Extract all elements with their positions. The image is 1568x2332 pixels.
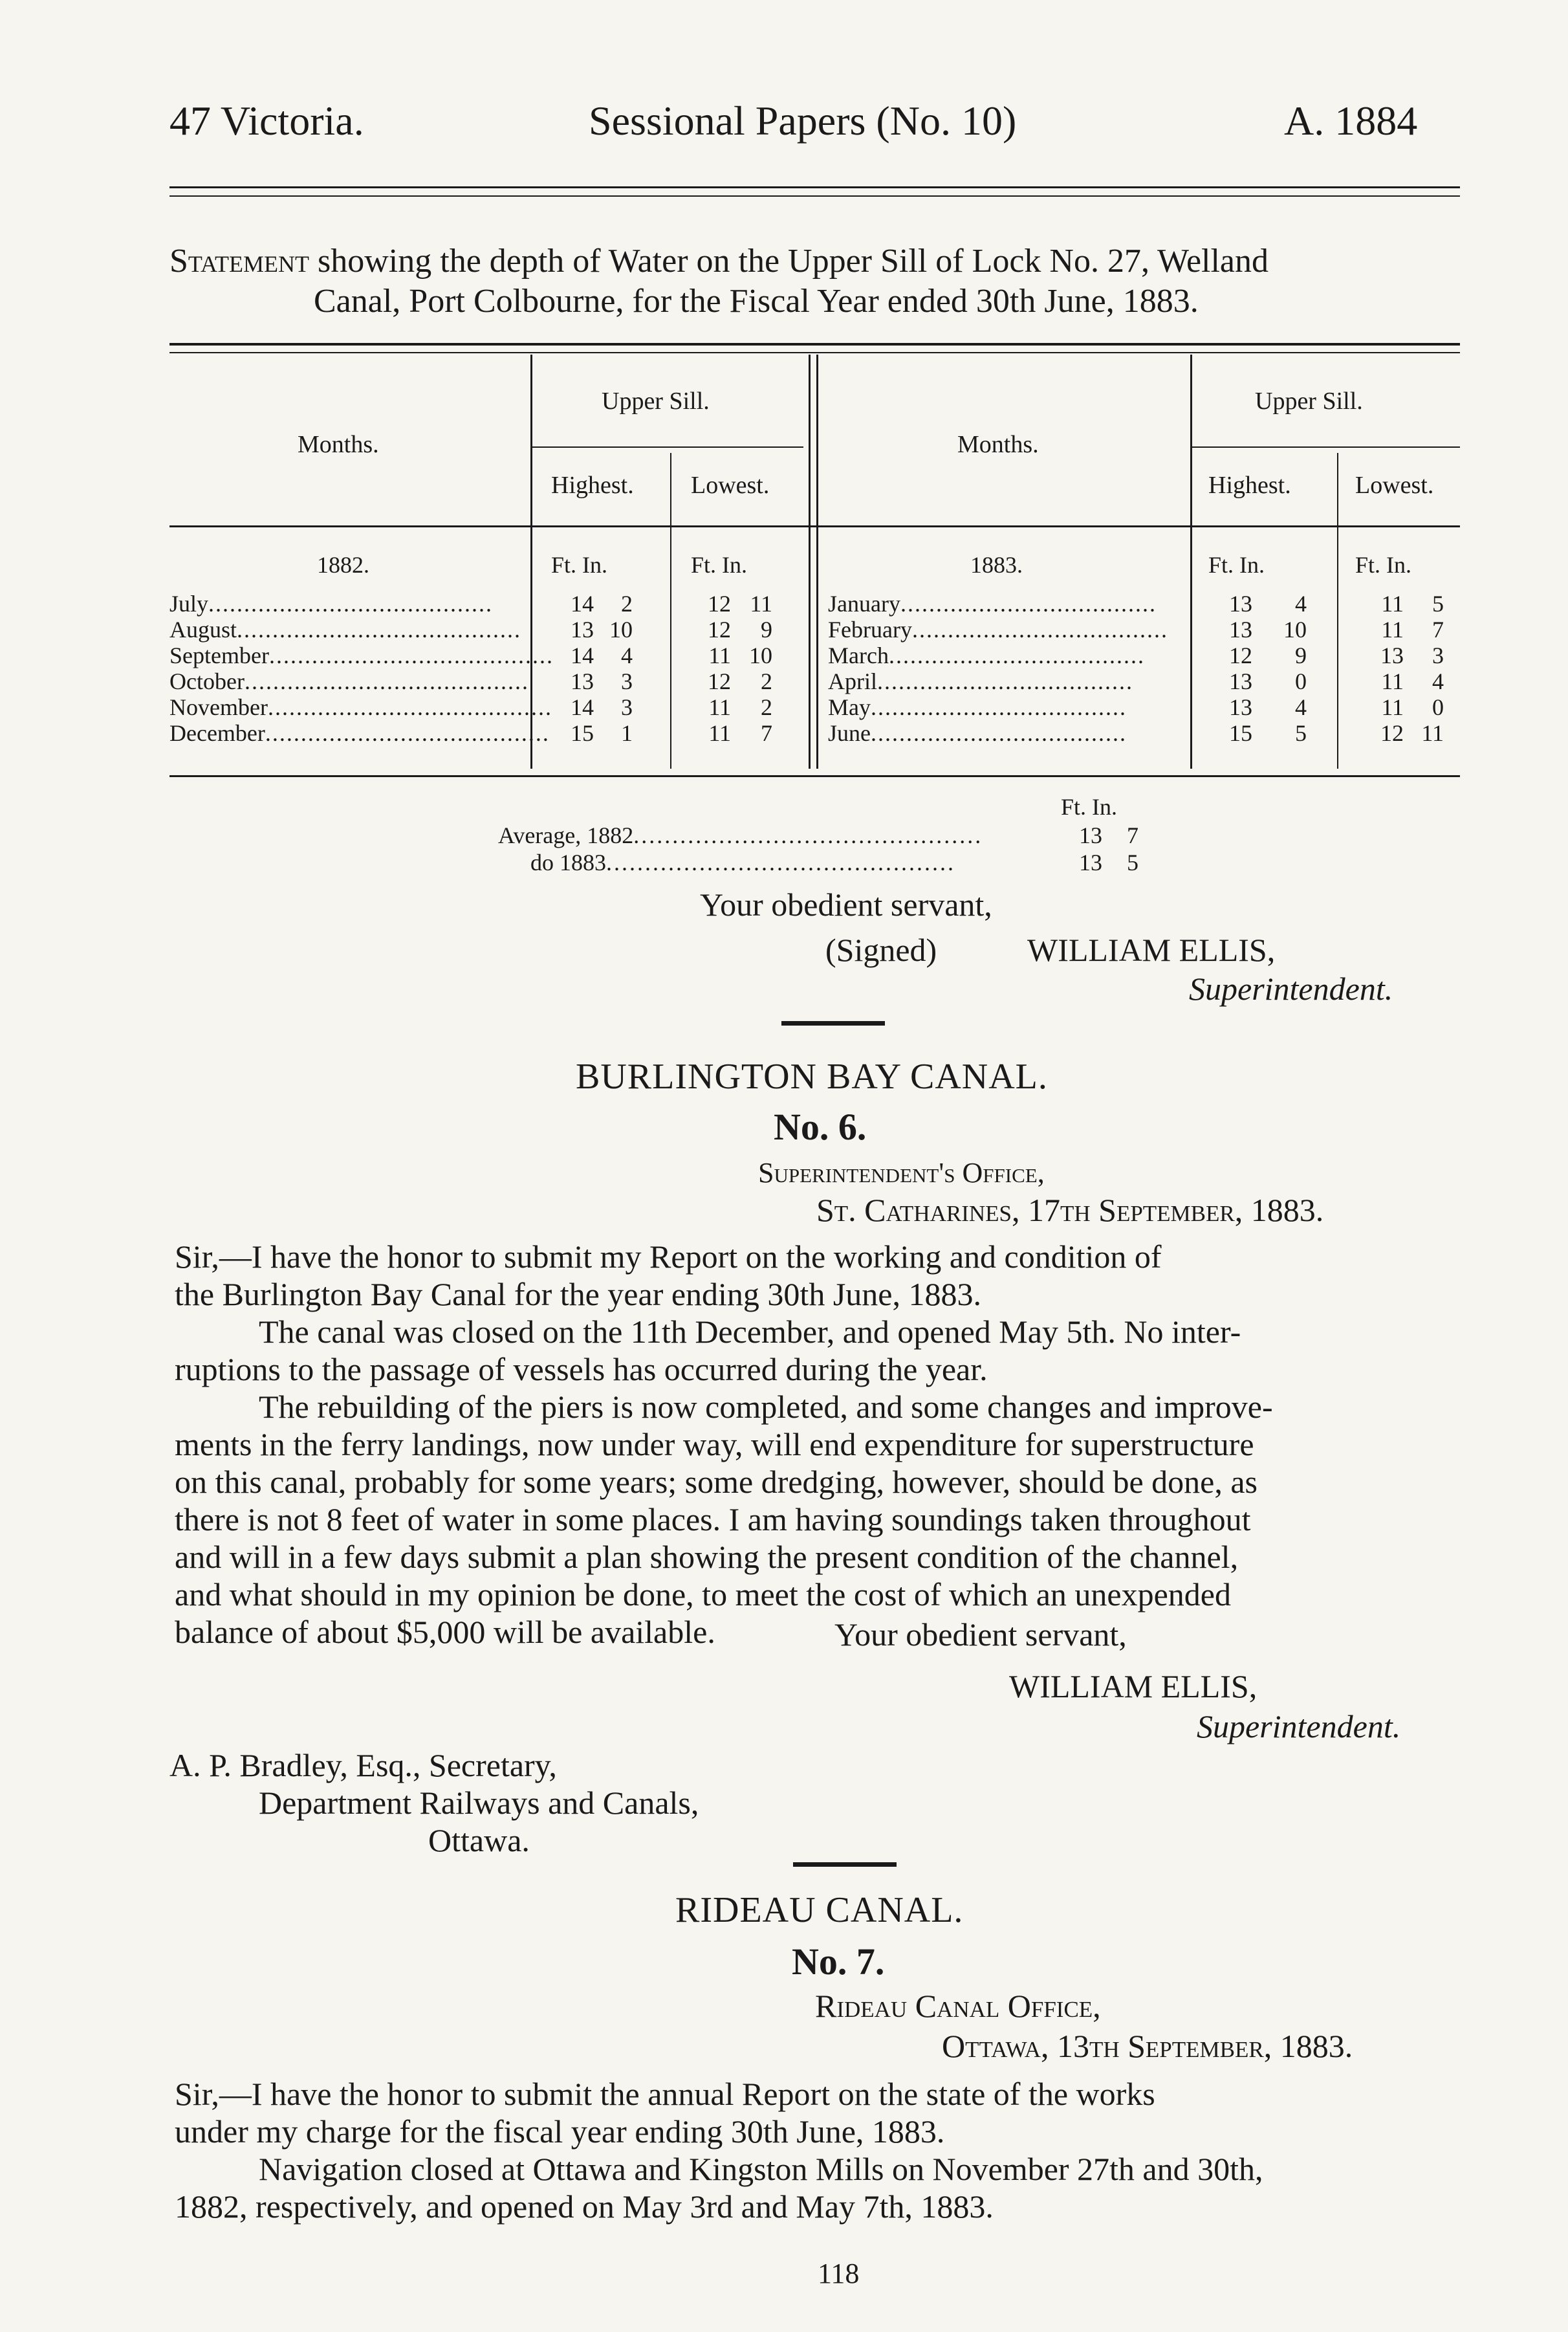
- burlington-sig-title: Superintendent.: [1197, 1708, 1401, 1744]
- paragraph-line: balance of about $5,000 will be available.: [175, 1614, 715, 1650]
- lo-ft-cell: 11: [708, 643, 731, 668]
- header-rule-1: [169, 186, 1460, 188]
- month-cell: August........................................: [169, 617, 522, 643]
- hi-ft-cell: 13: [1229, 591, 1252, 617]
- burlington-heading: BURLINGTON BAY CANAL.: [576, 1057, 1048, 1097]
- left-upper-sill-header: Upper Sill.: [602, 388, 710, 415]
- table-bottom-rule: [169, 775, 1460, 777]
- paragraph-line: and what should in my opinion be done, to meet the cost of which an unexpended: [175, 1576, 1231, 1612]
- burlington-closing: Your obedient servant,: [834, 1616, 1127, 1653]
- paragraph-line: on this canal, probably for some years; some dredging, however, should be done, as: [175, 1464, 1258, 1500]
- section-divider-1: [781, 1021, 885, 1026]
- lo-ft-cell: 11: [1381, 694, 1404, 720]
- sig1-title: Superintendent.: [1189, 971, 1393, 1007]
- paragraph-line: Sir,—I have the honor to submit the annual Report on the state of the works: [175, 2076, 1155, 2112]
- month-cell: January....................................: [828, 591, 1157, 617]
- lo-ft-cell: 11: [1381, 617, 1404, 643]
- hi-ft-cell: 13: [1229, 617, 1252, 643]
- lo-in-cell: 11: [1421, 720, 1444, 746]
- paragraph-line: Sir,—I have the honor to submit my Report on the working and condition of: [175, 1238, 1162, 1275]
- paragraph-line: ruptions to the passage of vessels has occurred during the year.: [175, 1351, 988, 1387]
- right-lowest-header: Lowest.: [1355, 472, 1434, 499]
- section-divider-2: [793, 1862, 897, 1867]
- lo-in-cell: 4: [1432, 668, 1444, 694]
- month-cell: May....................................: [828, 694, 1127, 720]
- lo-in-cell: 10: [749, 643, 772, 668]
- right-subhead-rule: [1192, 446, 1460, 448]
- right-upper-sill-header: Upper Sill.: [1255, 388, 1363, 415]
- month-cell: October........................................: [169, 668, 529, 694]
- lo-ft-cell: 13: [1380, 643, 1404, 668]
- month-cell: September........................................: [169, 643, 554, 668]
- paragraph-line: 1882, respectively, and opened on May 3rd and May 7th, 1883.: [175, 2188, 994, 2225]
- lo-ft-cell: 12: [1380, 720, 1404, 746]
- hi-in-cell: 4: [621, 643, 633, 668]
- hi-in-cell: 3: [621, 694, 633, 720]
- right-year: 1883.: [970, 552, 1023, 578]
- burlington-number: No. 6.: [774, 1106, 867, 1148]
- lo-ft-cell: 12: [708, 591, 731, 617]
- table-top-rule: [169, 343, 1460, 346]
- hi-ft-cell: 12: [1229, 643, 1252, 668]
- addressee-line: Ottawa.: [428, 1822, 530, 1858]
- hi-in-cell: 0: [1295, 668, 1307, 694]
- lo-in-cell: 9: [761, 617, 772, 643]
- hi-ft-cell: 15: [1229, 720, 1252, 746]
- left-months-header: Months.: [298, 431, 379, 458]
- hi-ft-cell: 13: [1229, 694, 1252, 720]
- lo-in-cell: 0: [1432, 694, 1444, 720]
- paragraph-line: there is not 8 feet of water in some places. I am having soundings taken throughout: [175, 1501, 1251, 1537]
- right-lo-units: Ft. In.: [1355, 552, 1412, 578]
- month-cell: April....................................: [828, 668, 1133, 694]
- lo-in-cell: 7: [1432, 617, 1444, 643]
- running-head-center: Sessional Papers (No. 10): [589, 98, 1017, 144]
- table-head-rule: [169, 525, 1460, 527]
- sig1-name: WILLIAM ELLIS,: [1027, 932, 1276, 968]
- lo-ft-cell: 11: [708, 720, 731, 746]
- rideau-number: No. 7.: [792, 1941, 885, 1983]
- hi-ft-cell: 13: [571, 617, 594, 643]
- paragraph-line: ments in the ferry landings, now under way, will end expenditure for superstructure: [175, 1426, 1254, 1462]
- table-top-rule-2: [169, 352, 1460, 353]
- paragraph-line: the Burlington Bay Canal for the year ending 30th June, 1883.: [175, 1276, 981, 1312]
- addressee-line: A. P. Bradley, Esq., Secretary,: [169, 1747, 557, 1783]
- vline-3: [809, 355, 811, 769]
- paragraph-line: and will in a few days submit a plan showing the present condition of the channel,: [175, 1539, 1239, 1575]
- header-rule-2: [169, 195, 1460, 197]
- hi-in-cell: 9: [1295, 643, 1307, 668]
- vline-6: [1337, 453, 1338, 769]
- avg-1883-in: 5: [1127, 850, 1138, 875]
- left-lo-units: Ft. In.: [691, 552, 748, 578]
- statement-line-2: Canal, Port Colbourne, for the Fiscal Year ended 30th June, 1883.: [314, 283, 1199, 320]
- hi-in-cell: 3: [621, 668, 633, 694]
- avg-1882-ft: 13: [1079, 822, 1102, 848]
- hi-ft-cell: 13: [571, 668, 594, 694]
- right-months-header: Months.: [957, 431, 1039, 458]
- running-head-left: 47 Victoria.: [169, 98, 364, 144]
- vline-2: [670, 453, 671, 769]
- avg-1883-ft: 13: [1079, 850, 1102, 875]
- hi-in-cell: 4: [1295, 591, 1307, 617]
- burlington-sig-name: WILLIAM ELLIS,: [1009, 1668, 1258, 1704]
- lo-ft-cell: 11: [1381, 591, 1404, 617]
- addressee-line: Department Railways and Canals,: [259, 1785, 699, 1821]
- hi-ft-cell: 14: [571, 643, 594, 668]
- lo-ft-cell: 12: [708, 617, 731, 643]
- month-cell: February....................................: [828, 617, 1168, 643]
- hi-in-cell: 4: [1295, 694, 1307, 720]
- right-highest-header: Highest.: [1208, 472, 1291, 499]
- statement-lead: Statement: [169, 243, 310, 280]
- hi-ft-cell: 13: [1229, 668, 1252, 694]
- avg-1882-in: 7: [1127, 822, 1138, 848]
- paragraph-line: The canal was closed on the 11th December, and opened May 5th. No inter-: [259, 1314, 1241, 1350]
- hi-in-cell: 10: [609, 617, 633, 643]
- right-hi-units: Ft. In.: [1208, 552, 1265, 578]
- lo-in-cell: 2: [761, 694, 772, 720]
- sig1-signed: (Signed): [825, 932, 937, 968]
- left-year: 1882.: [317, 552, 369, 578]
- avg-1882-row: Average, 1882.............................................: [498, 822, 983, 848]
- vline-4: [816, 355, 818, 769]
- paragraph-line: Navigation closed at Ottawa and Kingston Mills on November 27th and 30th,: [259, 2151, 1263, 2187]
- rideau-place-date: Ottawa, 13th September, 1883.: [942, 2028, 1353, 2064]
- lo-in-cell: 2: [761, 668, 772, 694]
- hi-ft-cell: 14: [571, 591, 594, 617]
- vline-5: [1190, 355, 1192, 769]
- page-number: 118: [818, 2258, 860, 2289]
- hi-in-cell: 10: [1283, 617, 1307, 643]
- lo-in-cell: 7: [761, 720, 772, 746]
- lo-ft-cell: 11: [708, 694, 731, 720]
- lo-in-cell: 3: [1432, 643, 1444, 668]
- rideau-office: Rideau Canal Office,: [815, 1988, 1101, 2024]
- statement-line-1: Statement showing the depth of Water on the Upper Sill of Lock No. 27, Welland: [169, 243, 1269, 280]
- left-lowest-header: Lowest.: [691, 472, 770, 499]
- hi-ft-cell: 14: [571, 694, 594, 720]
- month-cell: March....................................: [828, 643, 1145, 668]
- left-subhead-rule: [532, 446, 803, 448]
- running-head-right: A. 1884: [1284, 98, 1418, 144]
- rideau-heading: RIDEAU CANAL.: [675, 1890, 964, 1930]
- avg-1883-row: do 1883.............................................: [530, 850, 955, 875]
- left-highest-header: Highest.: [551, 472, 634, 499]
- hi-in-cell: 2: [621, 591, 633, 617]
- left-hi-units: Ft. In.: [551, 552, 608, 578]
- burlington-office: Superintendent's Office,: [758, 1157, 1045, 1189]
- lo-ft-cell: 11: [1381, 668, 1404, 694]
- month-cell: July........................................: [169, 591, 494, 617]
- paragraph-line: under my charge for the fiscal year ending 30th June, 1883.: [175, 2113, 945, 2150]
- avg-units: Ft. In.: [1061, 794, 1118, 820]
- lo-in-cell: 5: [1432, 591, 1444, 617]
- month-cell: June....................................: [828, 720, 1127, 746]
- lo-in-cell: 11: [750, 591, 772, 617]
- hi-in-cell: 5: [1295, 720, 1307, 746]
- month-cell: November........................................: [169, 694, 552, 720]
- hi-in-cell: 1: [621, 720, 633, 746]
- paragraph-line: The rebuilding of the piers is now completed, and some changes and improve-: [259, 1389, 1273, 1425]
- sig1-closing: Your obedient servant,: [700, 886, 992, 923]
- lo-ft-cell: 12: [708, 668, 731, 694]
- burlington-place-date: St. Catharines, 17th September, 1883.: [816, 1192, 1324, 1228]
- hi-ft-cell: 15: [571, 720, 594, 746]
- month-cell: December........................................: [169, 720, 550, 746]
